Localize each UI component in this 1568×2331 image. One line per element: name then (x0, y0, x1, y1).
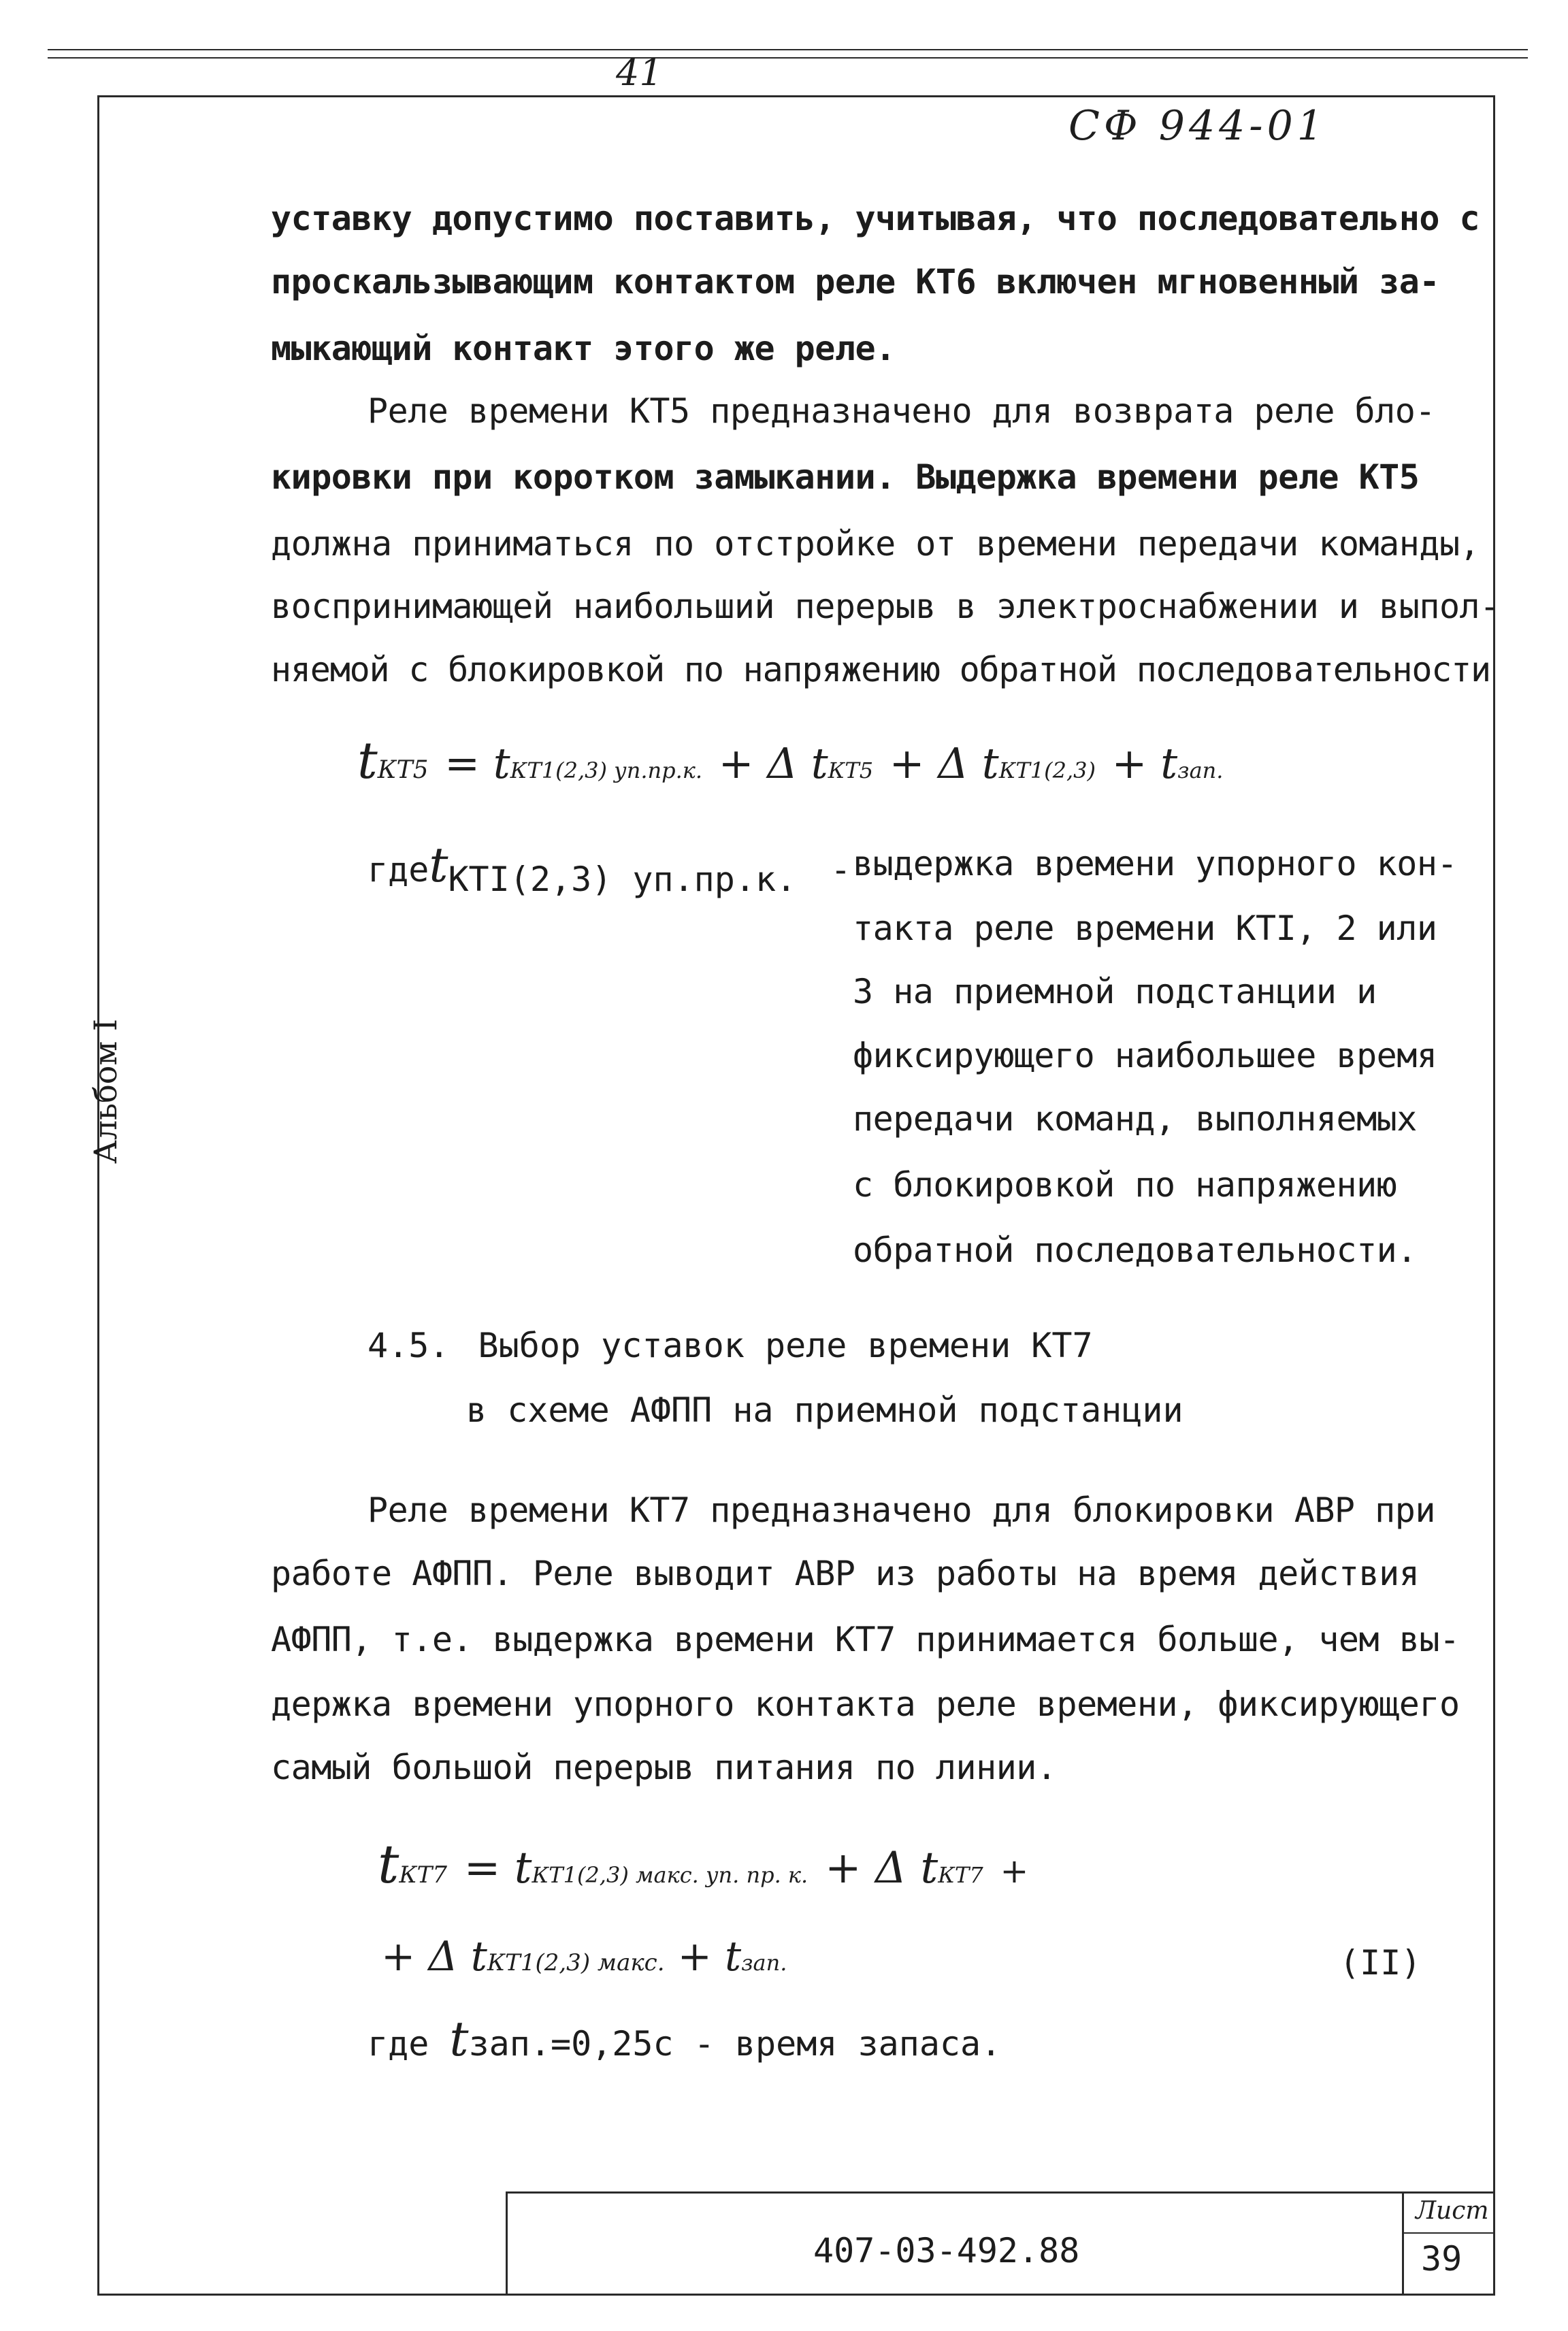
formula-1-t: t (357, 732, 378, 790)
para2-line: должна приниматься по отстройке от времени передачи команды, (271, 524, 1480, 564)
para1-line: уставку допустимо поставить, учитывая, что последовательно с (271, 199, 1480, 238)
formula-1-rest2-sub: КТ1(2,3) (998, 757, 1096, 783)
where-1-dash: - (830, 850, 851, 890)
section-heading (368, 1326, 1093, 1365)
where-1-def-line: передачи команд, выполняемых (853, 1099, 1417, 1139)
top-rule (48, 49, 1528, 50)
stamp-top (507, 2191, 1495, 2194)
para2-line: воспринимающей наибольший перерыв в электроснабжении и выпол- (271, 587, 1500, 626)
formula-2-rest: + Δ t (824, 1843, 938, 1893)
where-1-def-line: такта реле времени КТI, 2 или (853, 909, 1437, 948)
para3-line: держка времени упорного контакта реле времени, фиксирующего (271, 1684, 1460, 1724)
formula-1 (357, 732, 1223, 790)
para3-line: АФПП, т.е. выдержка времени КТ7 принимается больше, чем вы- (271, 1620, 1460, 1659)
frame-top (99, 95, 1495, 97)
formula-2-line-1 (378, 1834, 1028, 1895)
frame-left (97, 95, 99, 2296)
where-1-prefix: где (368, 850, 429, 890)
stamp-sheet-label: Лист (1416, 2197, 1489, 2225)
formula-2-line-2 (381, 1933, 787, 1980)
section-number: 4.5. (368, 1326, 450, 1365)
where-1-def-line: обратной последовательности. (853, 1230, 1417, 1270)
para1-line: проскальзывающим контактом реле КТ6 включен мгновенный за- (271, 262, 1439, 301)
formula-1-rest3: + t (1111, 738, 1178, 788)
formula-2-line2-a-sub: КТ1(2,3) макс. (487, 1949, 665, 1976)
where-2-prefix: где (368, 2024, 429, 2064)
where-2-t: t (449, 2011, 469, 2067)
para2-line: кировки при коротком замыкании. Выдержка времени реле КТ5 (271, 457, 1420, 497)
where-1-label (368, 837, 851, 899)
where-1-def-line: выдержка времени упорного кон- (853, 844, 1458, 883)
doc-code-handwritten: СФ 944-01 (1068, 102, 1327, 150)
stamp-sheet-number: 39 (1421, 2239, 1463, 2279)
formula-2-number: (II) (1339, 1943, 1422, 1983)
para3-line: работе АФПП. Реле выводит АВР из работы на время действия (271, 1554, 1420, 1593)
where-1-def-line: с блокировкой по напряжению (853, 1165, 1397, 1205)
formula-1-rhs: = t (444, 738, 510, 788)
formula-2-rhs: = t (463, 1843, 532, 1893)
formula-1-rest-sub: КТ5 (828, 757, 874, 783)
stamp-sheet-hline (1402, 2232, 1495, 2234)
where-2 (368, 2011, 1001, 2067)
formula-2-t-sub: КТ7 (399, 1861, 447, 1889)
formula-1-t-sub: КТ5 (377, 756, 429, 784)
frame-right (1493, 95, 1495, 2296)
where-1-def-line: фиксирующего наибольшее время (853, 1036, 1437, 1075)
formula-1-rest2: + Δ t (889, 738, 999, 788)
formula-2-line2-b-sub: зап. (741, 1950, 787, 1976)
where-1-def-line: 3 на приемной подстанции и (853, 972, 1377, 1011)
formula-2-line2-b: + t (677, 1933, 742, 1980)
formula-2-rest-sub: КТ7 (938, 1862, 983, 1888)
para3-line: самый большой перерыв питания по линии. (271, 1748, 1057, 1787)
side-label: Альбом I (87, 1018, 124, 1164)
where-1-var: КТI(2,3) уп.пр.к. (448, 860, 797, 899)
stamp-doc-number: 407-03-492.88 (813, 2231, 1080, 2270)
formula-1-rest: + Δ t (718, 738, 828, 788)
formula-2-plus: + (1000, 1851, 1029, 1891)
section-title-line1: Выбор уставок реле времени КТ7 (478, 1326, 1093, 1365)
page-number-handwritten: 41 (616, 51, 663, 94)
para2-line: няемой с блокировкой по напряжению обратной последовательности (271, 650, 1490, 689)
para2-line: Реле времени КТ5 предназначено для возврата реле бло- (368, 391, 1435, 431)
para1-line: мыкающий контакт этого же реле. (271, 329, 896, 368)
formula-1-rest3-sub: зап. (1177, 757, 1224, 783)
formula-1-rhs-sub: КТ1(2,3) уп.пр.к. (510, 757, 703, 783)
formula-2-t: t (378, 1834, 399, 1895)
para3-line: Реле времени КТ7 предназначено для блокировки АВР при (368, 1490, 1435, 1530)
formula-2-line2-a: + Δ t (381, 1933, 487, 1980)
section-title-line2: в схеме АФПП на приемной подстанции (466, 1390, 1183, 1430)
stamp-sheet-divider (1402, 2191, 1404, 2296)
stamp-left (506, 2191, 508, 2296)
formula-2-rhs-sub: КТ1(2,3) макс. уп. пр. к. (532, 1862, 808, 1888)
frame-bottom (97, 2294, 1495, 2296)
where-1-t: t (429, 837, 448, 893)
where-2-text: зап.=0,25с - время запаса. (468, 2024, 1002, 2064)
top-rule-2 (48, 57, 1528, 59)
